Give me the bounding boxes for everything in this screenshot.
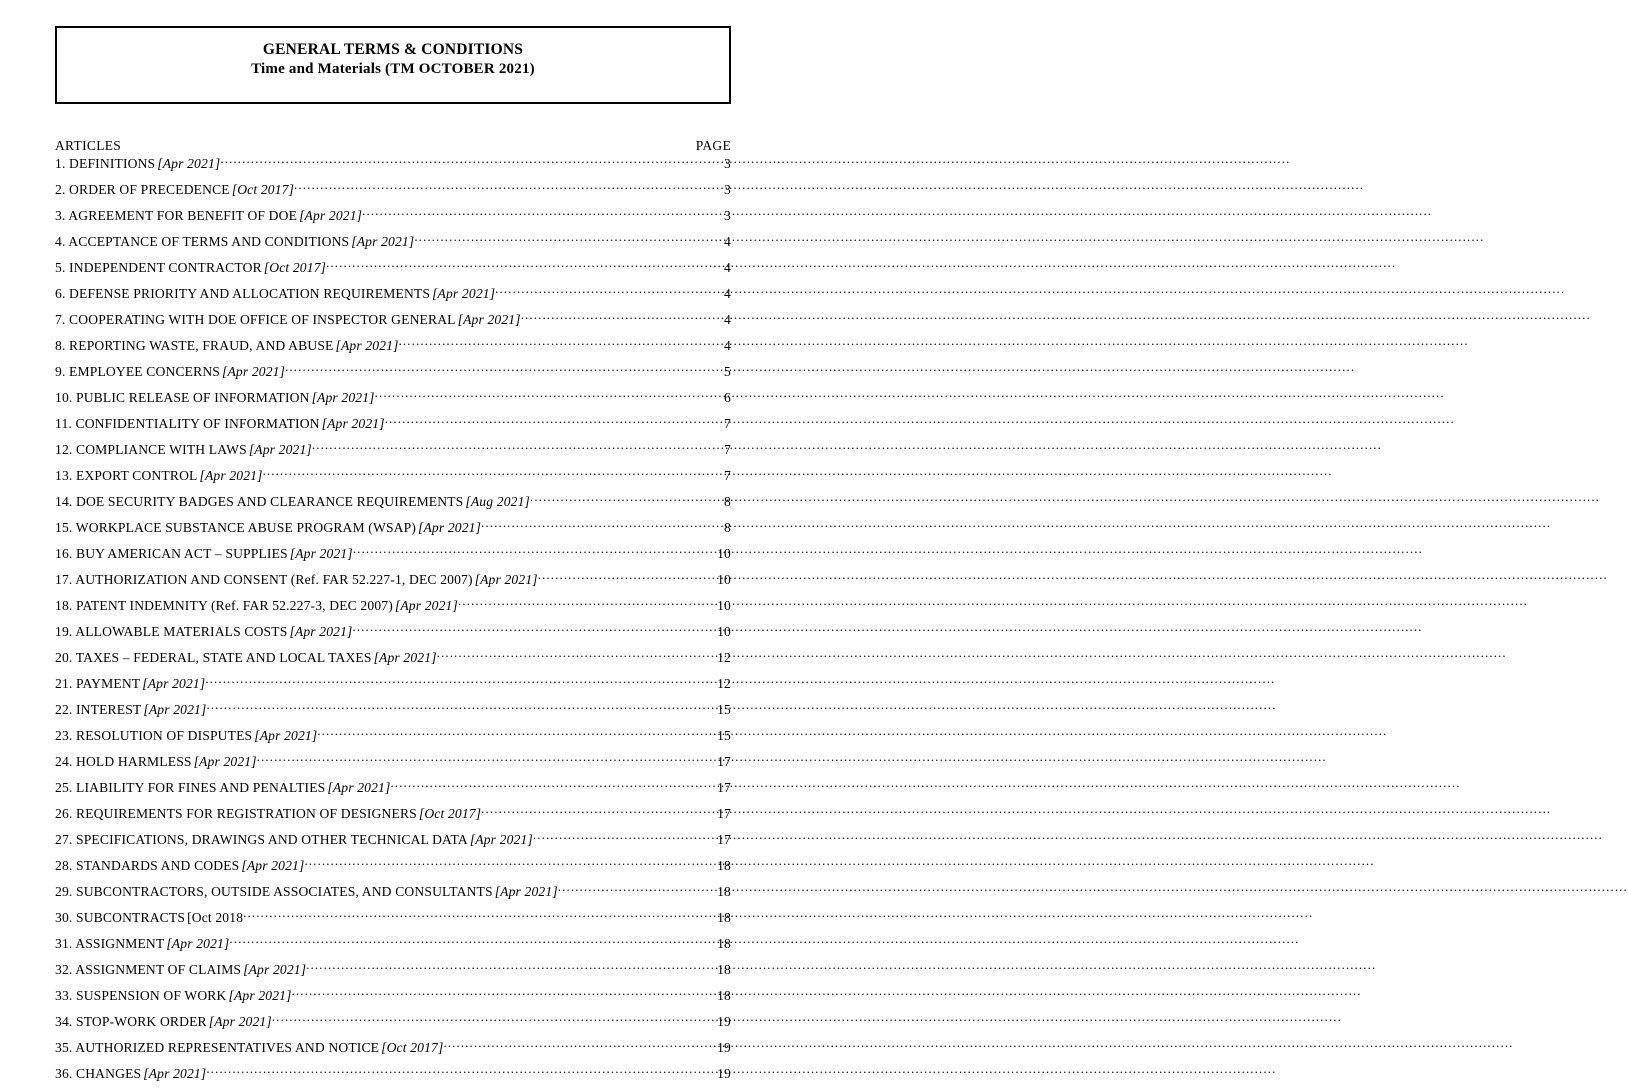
- toc-entry-title: 33. SUSPENSION OF WORK: [55, 987, 227, 1003]
- toc-entry-date: [Oct 2018: [187, 909, 244, 925]
- toc-entry-page-number: 4: [724, 259, 731, 275]
- toc-dot-leader: [521, 310, 724, 324]
- toc-entry-page-number: 18: [717, 935, 731, 951]
- toc-entry-title: 22. INTEREST: [55, 701, 142, 717]
- toc-entry[interactable]: [55, 1064, 731, 1090]
- toc-entry-page-number: 19: [717, 1065, 731, 1081]
- toc-dot-leader: [558, 882, 717, 896]
- toc-entry-date: [Apr 2021]: [193, 753, 257, 769]
- toc-dot-leader: [205, 674, 717, 688]
- toc-entry-title: 11. CONFIDENTIALITY OF INFORMATION: [55, 415, 320, 431]
- toc-entry-date: [Apr 2021]: [228, 987, 292, 1003]
- document-title-primary: GENERAL TERMS & CONDITIONS: [262, 41, 524, 58]
- toc-entry-date: [Apr 2021]: [254, 727, 318, 743]
- toc-entry-page-number: 10: [717, 545, 731, 561]
- toc-entry-title: 31. ASSIGNMENT: [55, 935, 165, 951]
- toc-entry-page-number: 19: [717, 1039, 731, 1055]
- toc-entry-date: [Apr 2021]: [143, 701, 207, 717]
- toc-dot-leader: [353, 622, 718, 636]
- toc-dot-leader: [390, 778, 717, 792]
- toc-entry-date: [Apr 2021]: [351, 233, 415, 249]
- toc-entry-title: 35. AUTHORIZED REPRESENTATIVES AND NOTICE: [55, 1039, 380, 1055]
- toc-entry-page-number: 4: [724, 337, 731, 353]
- toc-entry-page-number: 18: [717, 857, 731, 873]
- toc-entry-title: 29. SUBCONTRACTORS, OUTSIDE ASSOCIATES, AND CONSULTANTS: [55, 883, 493, 899]
- toc-entry-page-number: 7: [724, 441, 731, 457]
- toc-entry-page-number: 8: [724, 493, 731, 509]
- toc-dot-leader: [257, 752, 717, 766]
- toc-entry-page-number: 10: [717, 623, 731, 639]
- toc-entry-title: 9. EMPLOYEE CONCERNS: [55, 363, 221, 379]
- toc-entry-title: 23. RESOLUTION OF DISPUTES: [55, 727, 253, 743]
- toc-entry-page-number: 17: [717, 831, 731, 847]
- toc-entry-title: 19. ALLOWABLE MATERIALS COSTS: [55, 623, 288, 639]
- title-box: [55, 26, 731, 104]
- toc-entry-page-number: 18: [717, 909, 731, 925]
- toc-entry-date: [Oct 2017]: [418, 805, 482, 821]
- toc-entry-date: [Apr 2021]: [418, 519, 482, 535]
- toc-entry-page-number: 18: [717, 961, 731, 977]
- toc-dot-leader: [206, 1064, 717, 1078]
- toc-entry-page-number: 15: [717, 727, 731, 743]
- toc-entry-page-number: 3: [724, 155, 731, 171]
- toc-entry-date: [Apr 2021]: [474, 571, 538, 587]
- toc-dot-leader: [304, 856, 717, 870]
- toc-dot-leader: [437, 648, 717, 662]
- toc-entry-date: [Apr 2021]: [494, 883, 558, 899]
- toc-entry-page-number: 7: [724, 415, 731, 431]
- toc-dot-leader: [353, 544, 717, 558]
- toc-entry-title: 36. CHANGES: [55, 1065, 142, 1081]
- toc-entry-page-number: 4: [724, 285, 731, 301]
- toc-dot-leader: [294, 180, 724, 194]
- toc-entry-title: 1. DEFINITIONS: [55, 155, 156, 171]
- toc-entry-title: 25. LIABILITY FOR FINES AND PENALTIES: [55, 779, 326, 795]
- toc-entry-date: [Apr 2021]: [248, 441, 312, 457]
- toc-entry-title: 10. PUBLIC RELEASE OF INFORMATION: [55, 389, 310, 405]
- toc-dot-leader: [533, 830, 717, 844]
- toc-entry-title: 18. PATENT INDEMNITY (Ref. FAR 52.227-3, DEC 2007): [55, 597, 393, 613]
- toc-dot-leader: [458, 596, 717, 610]
- toc-entry-title: 34. STOP-WORK ORDER: [55, 1013, 207, 1029]
- toc-entry-page-number: 12: [717, 649, 731, 665]
- toc-entry-date: [Apr 2021]: [222, 363, 286, 379]
- toc-dot-leader: [229, 934, 717, 948]
- toc-entry-page-number: 7: [724, 467, 731, 483]
- title-box-inner: [57, 28, 729, 80]
- toc-entry-title: 21. PAYMENT: [55, 675, 141, 691]
- toc-entry-page-number: 4: [724, 311, 731, 327]
- toc-dot-leader: [443, 1038, 717, 1052]
- toc-entry-page-number: 19: [717, 1013, 731, 1029]
- toc-entry-page-number: 17: [717, 805, 731, 821]
- toc-dot-leader: [385, 414, 724, 428]
- document-page: [0, 0, 790, 1081]
- toc-entry-date: [Apr 2021]: [199, 467, 263, 483]
- toc-entry-page-number: 5: [724, 363, 731, 379]
- toc-dot-leader: [263, 466, 724, 480]
- toc-entry-date: [Apr 2021]: [432, 285, 496, 301]
- table-of-contents: [55, 154, 731, 1090]
- toc-entry-date: [Apr 2021]: [142, 675, 206, 691]
- toc-entry-date: [Apr 2021]: [299, 207, 363, 223]
- toc-entry-date: [Apr 2021]: [335, 337, 399, 353]
- toc-entry-title: 12. COMPLIANCE WITH LAWS: [55, 441, 247, 457]
- toc-entry-page-number: 10: [717, 597, 731, 613]
- toc-entry-date: [Apr 2021]: [311, 389, 375, 405]
- toc-entry-title: 30. SUBCONTRACTS: [55, 909, 186, 925]
- toc-header-page: PAGE: [695, 138, 731, 153]
- toc-entry-date: [Apr 2021]: [457, 311, 521, 327]
- toc-entry-title: 7. COOPERATING WITH DOE OFFICE OF INSPECTOR GENERAL: [55, 311, 456, 327]
- toc-entry-date: [Apr 2021]: [157, 155, 221, 171]
- toc-dot-leader: [326, 258, 724, 272]
- toc-entry-title: 20. TAXES – FEDERAL, STATE AND LOCAL TAXES: [55, 649, 372, 665]
- toc-entry-title: 24. HOLD HARMLESS: [55, 753, 192, 769]
- toc-entry-page-number: 18: [717, 987, 731, 1003]
- toc-entry-title: 6. DEFENSE PRIORITY AND ALLOCATION REQUIREMENTS: [55, 285, 431, 301]
- toc-entry-page-number: 17: [717, 753, 731, 769]
- toc-entry-page-number: 18: [717, 883, 731, 899]
- toc-entry-page-number: 4: [724, 233, 731, 249]
- toc-entry-date: [Oct 2017]: [381, 1039, 444, 1055]
- toc-entry-date: [Oct 2017]: [263, 259, 327, 275]
- toc-entry-title: 13. EXPORT CONTROL: [55, 467, 198, 483]
- toc-entry-title: 32. ASSIGNMENT OF CLAIMS: [55, 961, 242, 977]
- toc-dot-leader: [362, 206, 724, 220]
- toc-entry-title: 4. ACCEPTANCE OF TERMS AND CONDITIONS: [55, 233, 350, 249]
- toc-entry-date: [Apr 2021]: [289, 545, 353, 561]
- toc-entry-date: [Apr 2021]: [241, 857, 305, 873]
- toc-entry-date: [Apr 2021]: [143, 1065, 207, 1081]
- toc-entry-date: [Aug 2021]: [465, 493, 530, 509]
- toc-dot-leader: [206, 700, 717, 714]
- toc-dot-leader: [243, 908, 717, 922]
- toc-entry-page-number: 17: [717, 779, 731, 795]
- toc-dot-leader: [292, 986, 718, 1000]
- toc-entry-title: 5. INDEPENDENT CONTRACTOR: [55, 259, 262, 275]
- toc-entry-title: 14. DOE SECURITY BADGES AND CLEARANCE REQUIREMENTS: [55, 493, 464, 509]
- toc-entry-title: 27. SPECIFICATIONS, DRAWINGS AND OTHER TECHNICAL DATA: [55, 831, 468, 847]
- toc-dot-leader: [272, 1012, 717, 1026]
- toc-entry-date: [Apr 2021]: [373, 649, 437, 665]
- toc-dot-leader: [481, 804, 717, 818]
- toc-header-articles: ARTICLES: [55, 138, 122, 153]
- toc-entry-page-number: 3: [724, 207, 731, 223]
- toc-entry-page-number: 15: [717, 701, 731, 717]
- toc-entry-date: [Apr 2021]: [327, 779, 391, 795]
- document-title-secondary: Time and Materials (TM OCTOBER 2021): [251, 61, 535, 78]
- toc-entry-date: [Apr 2021]: [208, 1013, 272, 1029]
- toc-entry-date: [Apr 2021]: [321, 415, 385, 431]
- toc-entry-date: [Apr 2021]: [243, 961, 307, 977]
- toc-dot-leader: [285, 362, 724, 376]
- toc-entry-date: [Oct 2017]: [231, 181, 295, 197]
- toc-dot-leader: [414, 232, 724, 246]
- toc-dot-leader: [306, 960, 717, 974]
- toc-dot-leader: [481, 518, 724, 532]
- toc-entry-page-number: 3: [724, 181, 731, 197]
- toc-entry-page-number: 6: [724, 389, 731, 405]
- toc-entry-title: 28. STANDARDS AND CODES: [55, 857, 240, 873]
- toc-entry-page-number: 10: [717, 571, 731, 587]
- toc-dot-leader: [317, 726, 717, 740]
- toc-entry-date: [Apr 2021]: [394, 597, 458, 613]
- toc-dot-leader: [220, 154, 724, 168]
- toc-entry-title: 16. BUY AMERICAN ACT – SUPPLIES: [55, 545, 288, 561]
- toc-dot-leader: [530, 492, 724, 506]
- toc-dot-leader: [312, 440, 724, 454]
- toc-dot-leader: [495, 284, 724, 298]
- toc-dot-leader: [399, 336, 724, 350]
- toc-entry-title: 17. AUTHORIZATION AND CONSENT (Ref. FAR 52.227-1, DEC 2007): [55, 571, 473, 587]
- toc-entry-title: 2. ORDER OF PRECEDENCE: [55, 181, 230, 197]
- toc-entry-date: [Apr 2021]: [166, 935, 230, 951]
- toc-entry-title: 26. REQUIREMENTS FOR REGISTRATION OF DESIGNERS: [55, 805, 417, 821]
- toc-dot-leader: [375, 388, 724, 402]
- toc-dot-leader: [538, 570, 717, 584]
- toc-entry-title: 15. WORKPLACE SUBSTANCE ABUSE PROGRAM (WSAP): [55, 519, 417, 535]
- toc-entry-page-number: 12: [717, 675, 731, 691]
- toc-entry-date: [Apr 2021]: [289, 623, 353, 639]
- toc-entry-title: 8. REPORTING WASTE, FRAUD, AND ABUSE: [55, 337, 334, 353]
- toc-entry-date: [Apr 2021]: [469, 831, 533, 847]
- toc-entry-page-number: 8: [724, 519, 731, 535]
- toc-entry-title: 3. AGREEMENT FOR BENEFIT OF DOE: [55, 207, 298, 223]
